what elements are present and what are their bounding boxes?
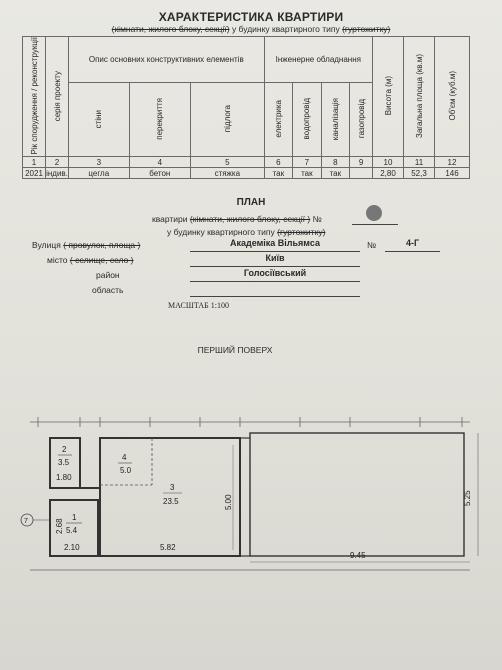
cell-floors: бетон — [129, 168, 190, 179]
col-number: 6 — [264, 157, 293, 168]
cell-gas — [350, 168, 373, 179]
cell-water: так — [293, 168, 322, 179]
doc-title: ХАРАКТЕРИСТИКА КВАРТИРИ — [158, 10, 344, 24]
adjacent-room-walls — [250, 433, 464, 556]
district-value: Голосіївський — [243, 268, 307, 278]
cell-floorings: стяжка — [191, 168, 265, 179]
col-number: 3 — [69, 157, 130, 168]
col-number: 8 — [321, 157, 350, 168]
apartment-number-underline — [352, 224, 398, 225]
dim-5-25: 5.25 — [463, 490, 472, 506]
th-water: водопровід — [293, 83, 322, 157]
street-underline — [190, 251, 360, 252]
col-number: 11 — [404, 157, 435, 168]
plan-line-2: у будинку квартирного типу (гуртожитку) — [167, 227, 326, 237]
stamp-mark — [366, 205, 382, 221]
plan-title: ПЛАН — [236, 197, 266, 208]
subtitle-mid: у будинку квартирного типу — [229, 24, 343, 34]
col-number: 5 — [191, 157, 265, 168]
subtitle-strike-1: (кімнати, жилого блоку, секції) — [111, 24, 230, 34]
th-electric: електрика — [264, 83, 293, 157]
cell-height: 2,80 — [373, 168, 404, 179]
region-underline — [190, 296, 360, 297]
th-walls: стіни — [69, 83, 130, 157]
th-floors: перекриття — [129, 83, 190, 157]
doc-subtitle — [0, 24, 502, 34]
number-underline — [385, 251, 440, 252]
cell-series: індив. — [46, 168, 68, 178]
plan-line-1: квартири (кімнати, жилого блоку, секції ) № — [152, 214, 322, 224]
col-number: 2 — [46, 157, 69, 168]
room-2-area: 3.5 — [58, 458, 70, 467]
th-floorings: підлога — [191, 83, 265, 157]
apartment-walls — [50, 438, 240, 556]
dim-5-82: 5.82 — [160, 543, 176, 552]
district-underline — [190, 281, 360, 282]
column-numbers-row — [23, 157, 470, 168]
col-number: 4 — [129, 157, 190, 168]
room-2-width: 1.80 — [56, 473, 72, 482]
number-value: 4-Г — [405, 238, 420, 248]
room-3-area: 23.5 — [163, 497, 179, 506]
room-3-number: 3 — [170, 483, 175, 492]
th-height: Висота (м) — [373, 37, 404, 157]
cell-year: 2021 — [23, 168, 46, 179]
room-4-area: 5.0 — [120, 466, 132, 475]
cell-walls: цегла — [69, 168, 130, 179]
district-label: район — [96, 270, 120, 280]
city-label: місто ( селище, село ) — [47, 255, 134, 265]
th-structure-group: Опис основних конструктивних елементів — [69, 37, 265, 83]
cell-sewer: так — [321, 168, 350, 179]
number-label: № — [367, 240, 377, 250]
cell-area: 52,3 — [404, 168, 435, 179]
th-series: серія проекту — [46, 37, 69, 157]
room-1-height: 2.68 — [55, 518, 64, 534]
characteristics-table — [22, 36, 470, 179]
col-number: 10 — [373, 157, 404, 168]
th-volume: Об'єм (куб.м) — [435, 37, 470, 157]
th-gas: газопровід — [350, 83, 373, 157]
subtitle-strike-2: (гуртожитку) — [342, 24, 391, 34]
room-2-number: 2 — [62, 445, 67, 454]
dim-9-45: 9.45 — [350, 551, 366, 560]
col-number: 9 — [350, 157, 373, 168]
col-number: 12 — [435, 157, 470, 168]
values-row — [23, 168, 470, 179]
col-number: 1 — [23, 157, 46, 168]
city-underline — [190, 266, 360, 267]
col-number: 7 — [293, 157, 322, 168]
th-sewer: каналізація — [321, 83, 350, 157]
street-label: Вулиця ( провулок, площа ) — [32, 240, 141, 250]
room-1-width: 2.10 — [64, 543, 80, 552]
floor-plan-drawing — [0, 400, 502, 590]
th-year: Рік спорудження / реконструкції — [23, 37, 46, 157]
room-1-area: 5.4 — [66, 526, 78, 535]
floor-label: ПЕРШИЙ ПОВЕРХ — [197, 345, 273, 355]
cell-volume: 146 — [435, 168, 470, 179]
street-value: Академіка Вільямса — [230, 238, 320, 248]
room-4-number: 4 — [122, 453, 127, 462]
scale-label: МАСШТАБ 1:100 — [168, 301, 229, 310]
th-engineering-group: Інженерне обладнання — [264, 37, 372, 83]
room-1-number: 1 — [72, 513, 77, 522]
axis-number: 7 — [24, 518, 28, 525]
region-label: область — [92, 285, 124, 295]
th-area: Загальна площа (кв.м) — [404, 37, 435, 157]
city-value: Київ — [265, 253, 285, 263]
dim-5-00: 5.00 — [224, 494, 233, 510]
cell-electric: так — [264, 168, 293, 179]
